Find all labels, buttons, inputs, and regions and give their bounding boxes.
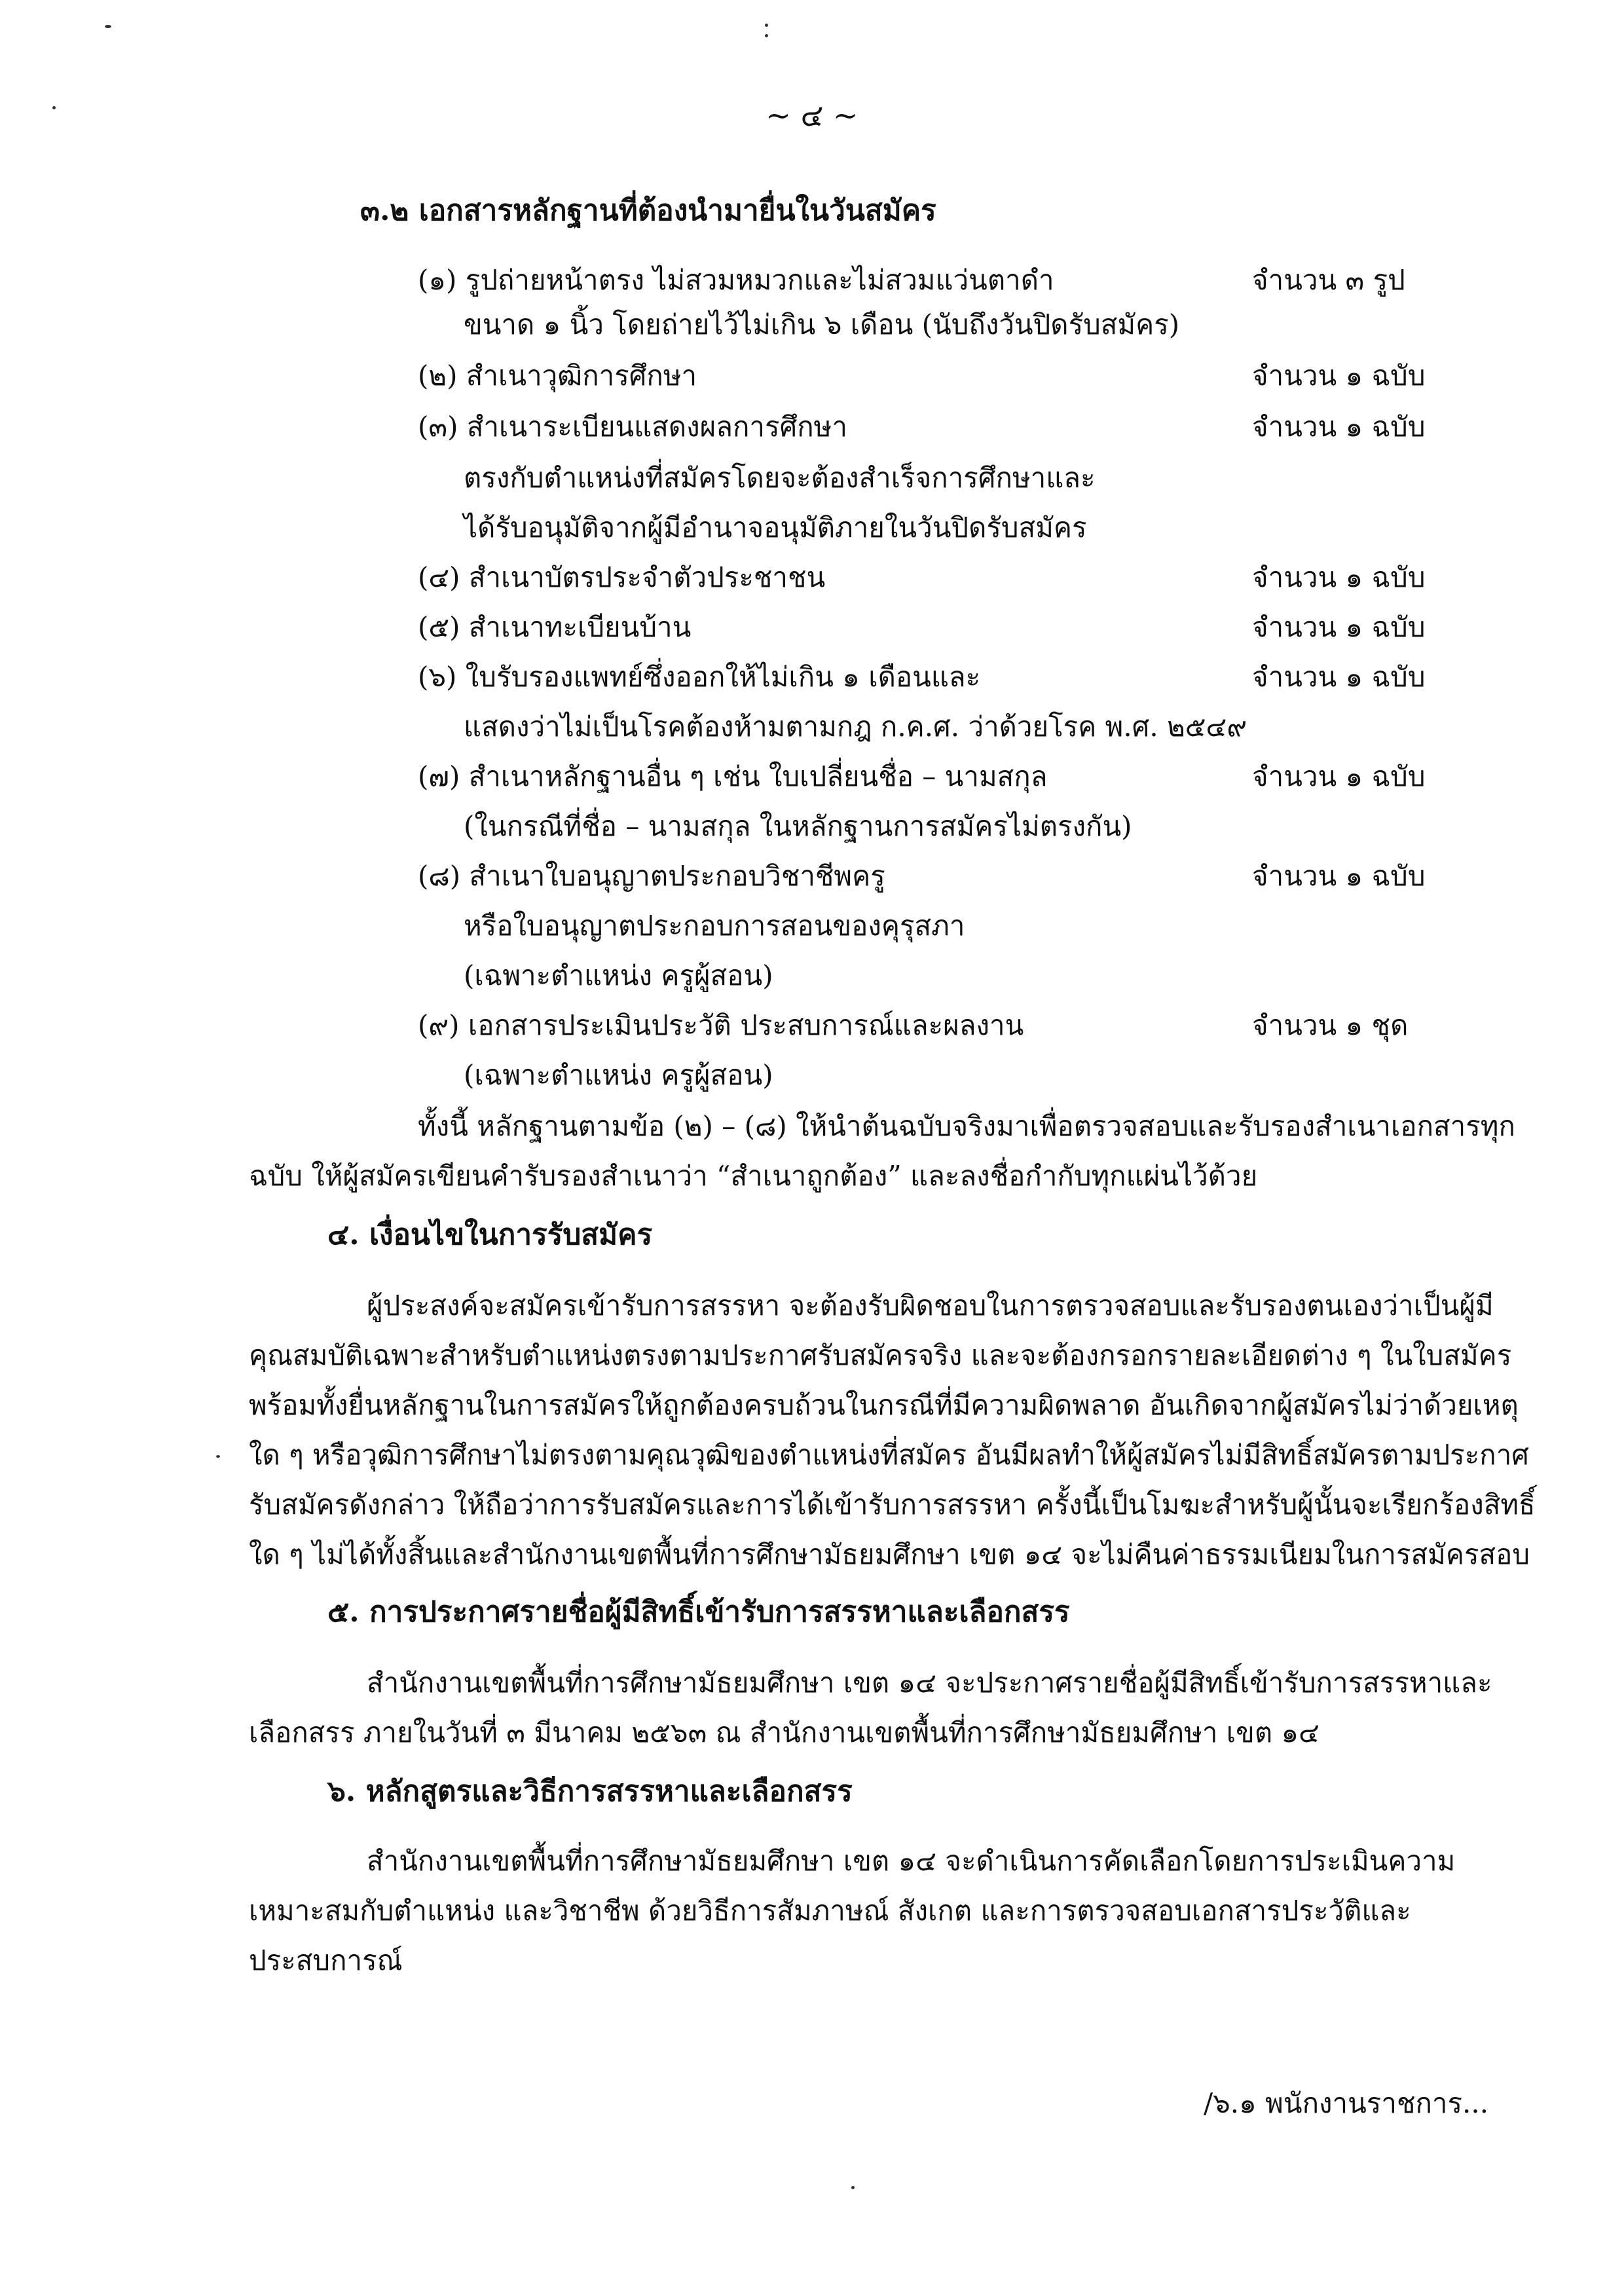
- item-8-line-3: (เฉพาะตำแหน่ง ครูผู้สอน): [464, 959, 773, 991]
- section-3-2-note-line-2: ฉบับ ให้ผู้สมัครเขียนคำรับรองสำเนาว่า “สำเนาถูกต้อง” และลงชื่อกำกับทุกแผ่นไว้ด้วย: [249, 1160, 1258, 1192]
- section-4-line-3: พร้อมทั้งยื่นหลักฐานในการสมัครให้ถูกต้องครบถ้วนในกรณีที่มีความผิดพลาด อันเกิดจากผู้สมัครไม่ว่าด้วยเหตุ: [249, 1389, 1519, 1421]
- section-4-line-6: ใด ๆ ไม่ได้ทั้งสิ้นและสำนักงานเขตพื้นที่การศึกษามัธยมศึกษา เขต ๑๔ จะไม่คืนค่าธรรมเนียมในการสมัครสอบ: [249, 1538, 1530, 1570]
- item-8-line-2: หรือใบอนุญาตประกอบการสอนของคุรุสภา: [464, 910, 965, 942]
- scan-speck: [765, 24, 768, 27]
- item-7-quantity: จำนวน ๑ ฉบับ: [1252, 760, 1426, 792]
- section-3-2-heading: ๓.๒ เอกสารหลักฐานที่ต้องนำมายื่นในวันสมัคร: [360, 194, 936, 227]
- item-4-quantity: จำนวน ๑ ฉบับ: [1252, 561, 1426, 593]
- scan-speck: [851, 2186, 855, 2189]
- scan-speck: [216, 1455, 220, 1458]
- section-6-line-2: เหมาะสมกับตำแหน่ง และวิชาชีพ ด้วยวิธีการสัมภาษณ์ สังเกต และการตรวจสอบเอกสารประวัติและ: [249, 1895, 1411, 1927]
- section-4-line-1: ผู้ประสงค์จะสมัครเข้ารับการสรรหา จะต้องรับผิดชอบในการตรวจสอบและรับรองตนเองว่าเป็นผู้มี: [367, 1289, 1494, 1322]
- item-6-quantity: จำนวน ๑ ฉบับ: [1252, 661, 1426, 693]
- item-9-quantity: จำนวน ๑ ชุด: [1252, 1009, 1409, 1041]
- item-4-line-1: (๔) สำเนาบัตรประจำตัวประชาชน: [418, 561, 826, 593]
- item-3-line-3: ได้รับอนุมัติจากผู้มีอำนาจอนุมัติภายในวันปิดรับสมัคร: [464, 511, 1087, 544]
- item-2-quantity: จำนวน ๑ ฉบับ: [1252, 360, 1426, 392]
- section-6-line-1: สำนักงานเขตพื้นที่การศึกษามัธยมศึกษา เขต ๑๔ จะดำเนินการคัดเลือกโดยการประเมินความ: [367, 1845, 1456, 1877]
- item-3-quantity: จำนวน ๑ ฉบับ: [1252, 411, 1426, 443]
- page-number: ~ ๔ ~: [766, 98, 858, 133]
- item-1-line-2: ขนาด ๑ นิ้ว โดยถ่ายไว้ไม่เกิน ๖ เดือน (นับถึงวันปิดรับสมัคร): [464, 308, 1180, 341]
- item-5-quantity: จำนวน ๑ ฉบับ: [1252, 611, 1426, 643]
- item-8-quantity: จำนวน ๑ ฉบับ: [1252, 860, 1426, 892]
- item-6-line-2: แสดงว่าไม่เป็นโรคต้องห้ามตามกฎ ก.ค.ศ. ว่าด้วยโรค พ.ศ. ๒๕๔๙: [464, 711, 1247, 743]
- item-7-line-2: (ในกรณีที่ชื่อ – นามสกุล ในหลักฐานการสมัครไม่ตรงกัน): [464, 810, 1132, 842]
- section-4-heading: ๔. เงื่อนไขในการรับสมัคร: [327, 1218, 653, 1251]
- next-page-reference: /๖.๑ พนักงานราชการ...: [1204, 2087, 1489, 2119]
- section-4-line-4: ใด ๆ หรือวุฒิการศึกษาไม่ตรงตามคุณวุฒิของตำแหน่งที่สมัคร อันมีผลทำให้ผู้สมัครไม่มีสิทธิ์สมัครตามประกาศ: [249, 1439, 1529, 1471]
- scan-speck: [765, 34, 768, 37]
- item-3-line-2: ตรงกับตำแหน่งที่สมัครโดยจะต้องสำเร็จการศึกษาและ: [464, 462, 1096, 494]
- section-4-line-2: คุณสมบัติเฉพาะสำหรับตำแหน่งตรงตามประกาศรับสมัครจริง และจะต้องกรอกรายละเอียดต่าง ๆ ในใบสมัคร: [249, 1339, 1512, 1371]
- item-8-line-1: (๘) สำเนาใบอนุญาตประกอบวิชาชีพครู: [418, 860, 885, 892]
- section-4-line-5: รับสมัครดังกล่าว ให้ถือว่าการรับสมัครและการได้เข้ารับการสรรหา ครั้งนี้เป็นโมฆะสำหรับผู้นั้นจะเรียกร้องสิทธิ์: [249, 1489, 1536, 1521]
- item-1-quantity: จำนวน ๓ รูป: [1252, 264, 1405, 296]
- section-6-line-3: ประสบการณ์: [249, 1944, 403, 1976]
- item-7-line-1: (๗) สำเนาหลักฐานอื่น ๆ เช่น ใบเปลี่ยนชื่อ – นามสกุล: [418, 760, 1048, 792]
- section-5-heading: ๕. การประกาศรายชื่อผู้มีสิทธิ์เข้ารับการสรรหาและเลือกสรร: [327, 1595, 1070, 1629]
- item-5-line-1: (๕) สำเนาทะเบียนบ้าน: [418, 611, 692, 643]
- scan-speck: [105, 25, 111, 28]
- section-5-line-2: เลือกสรร ภายในวันที่ ๓ มีนาคม ๒๕๖๓ ณ สำนักงานเขตพื้นที่การศึกษามัธยมศึกษา เขต ๑๔: [249, 1716, 1320, 1749]
- item-9-line-2: (เฉพาะตำแหน่ง ครูผู้สอน): [464, 1059, 773, 1091]
- item-9-line-1: (๙) เอกสารประเมินประวัติ ประสบการณ์และผลงาน: [418, 1009, 1024, 1041]
- item-3-line-1: (๓) สำเนาระเบียนแสดงผลการศึกษา: [418, 411, 847, 443]
- item-1-line-1: (๑) รูปถ่ายหน้าตรง ไม่สวมหมวกและไม่สวมแว่นตาดำ: [418, 264, 1054, 296]
- item-6-line-1: (๖) ใบรับรองแพทย์ซึ่งออกให้ไม่เกิน ๑ เดือนและ: [418, 661, 981, 693]
- item-2-line-1: (๒) สำเนาวุฒิการศึกษา: [418, 360, 697, 392]
- section-5-line-1: สำนักงานเขตพื้นที่การศึกษามัธยมศึกษา เขต ๑๔ จะประกาศรายชื่อผู้มีสิทธิ์เข้ารับการสรรหาและ: [367, 1667, 1492, 1699]
- section-6-heading: ๖. หลักสูตรและวิธีการสรรหาและเลือกสรร: [327, 1775, 853, 1808]
- section-3-2-note-line-1: ทั้งนี้ หลักฐานตามข้อ (๒) – (๘) ให้นำต้นฉบับจริงมาเพื่อตรวจสอบและรับรองสำเนาเอกสารทุก: [418, 1110, 1515, 1142]
